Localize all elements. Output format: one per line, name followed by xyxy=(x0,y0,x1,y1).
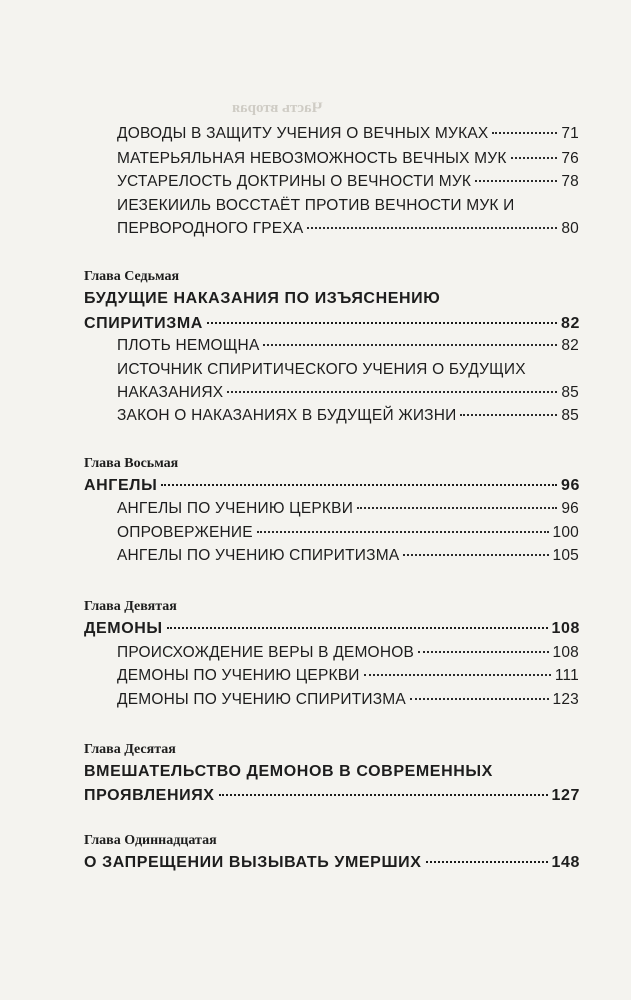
chapter-title-line1: ВМЕШАТЕЛЬСТВО ДЕМОНОВ В СОВРЕМЕННЫХ xyxy=(84,763,493,780)
toc-entry[interactable]: ДЕМОНЫ ПО УЧЕНИЮ СПИРИТИЗМА 123 xyxy=(117,691,579,708)
toc-entry[interactable]: АНГЕЛЫ ПО УЧЕНИЮ ЦЕРКВИ 96 xyxy=(117,500,579,517)
toc-entry[interactable]: ДЕМОНЫ ПО УЧЕНИЮ ЦЕРКВИ 111 xyxy=(117,667,579,684)
toc-entry[interactable]: МАТЕРЬЯЛЬНАЯ НЕВОЗМОЖНОСТЬ ВЕЧНЫХ МУК 76 xyxy=(117,150,579,167)
chapter-entry[interactable]: АНГЕЛЫ 96 xyxy=(84,477,580,494)
toc-entry[interactable]: ПЛОТЬ НЕМОЩНА 82 xyxy=(117,337,579,354)
toc-entry[interactable]: ОПРОВЕРЖЕНИЕ 100 xyxy=(117,524,579,541)
toc-entry[interactable]: УСТАРЕЛОСТЬ ДОКТРИНЫ О ВЕЧНОСТИ МУК 78 xyxy=(117,173,579,190)
chapter-entry[interactable]: О ЗАПРЕЩЕНИИ ВЫЗЫВАТЬ УМЕРШИХ 148 xyxy=(84,854,580,871)
chapter-title-line1: БУДУЩИЕ НАКАЗАНИЯ ПО ИЗЪЯСНЕНИЮ xyxy=(84,290,441,307)
toc-entry[interactable]: НАКАЗАНИЯХ 85 xyxy=(117,384,579,401)
toc-entry[interactable]: АНГЕЛЫ ПО УЧЕНИЮ СПИРИТИЗМА 105 xyxy=(117,547,579,564)
chapter-entry[interactable]: ПРОЯВЛЕНИЯХ 127 xyxy=(84,787,580,804)
chapter-label: Глава Седьмая xyxy=(84,269,180,284)
toc-entry[interactable]: ПРОИСХОЖДЕНИЕ ВЕРЫ В ДЕМОНОВ 108 xyxy=(117,644,579,661)
chapter-entry[interactable]: СПИРИТИЗМА 82 xyxy=(84,315,580,332)
chapter-label: Глава Одиннадцатая xyxy=(84,833,217,848)
toc-entry[interactable]: ДОВОДЫ В ЗАЩИТУ УЧЕНИЯ О ВЕЧНЫХ МУКАХ 71 xyxy=(117,125,579,142)
chapter-entry[interactable]: ДЕМОНЫ 108 xyxy=(84,620,580,637)
chapter-label: Глава Восьмая xyxy=(84,456,179,471)
toc-entry[interactable]: ПЕРВОРОДНОГО ГРЕХА 80 xyxy=(117,220,579,237)
chapter-label: Глава Десятая xyxy=(84,742,176,757)
chapter-label: Глава Девятая xyxy=(84,599,177,614)
toc-entry-line1: ИСТОЧНИК СПИРИТИЧЕСКОГО УЧЕНИЯ О БУДУЩИХ xyxy=(117,361,526,378)
bleed-heading: Часть вторая xyxy=(232,100,323,116)
toc-entry[interactable]: ЗАКОН О НАКАЗАНИЯХ В БУДУЩЕЙ ЖИЗНИ 85 xyxy=(117,407,579,424)
toc-entry-line1: ИЕЗЕКИИЛЬ ВОССТАЁТ ПРОТИВ ВЕЧНОСТИ МУК И xyxy=(117,197,515,214)
